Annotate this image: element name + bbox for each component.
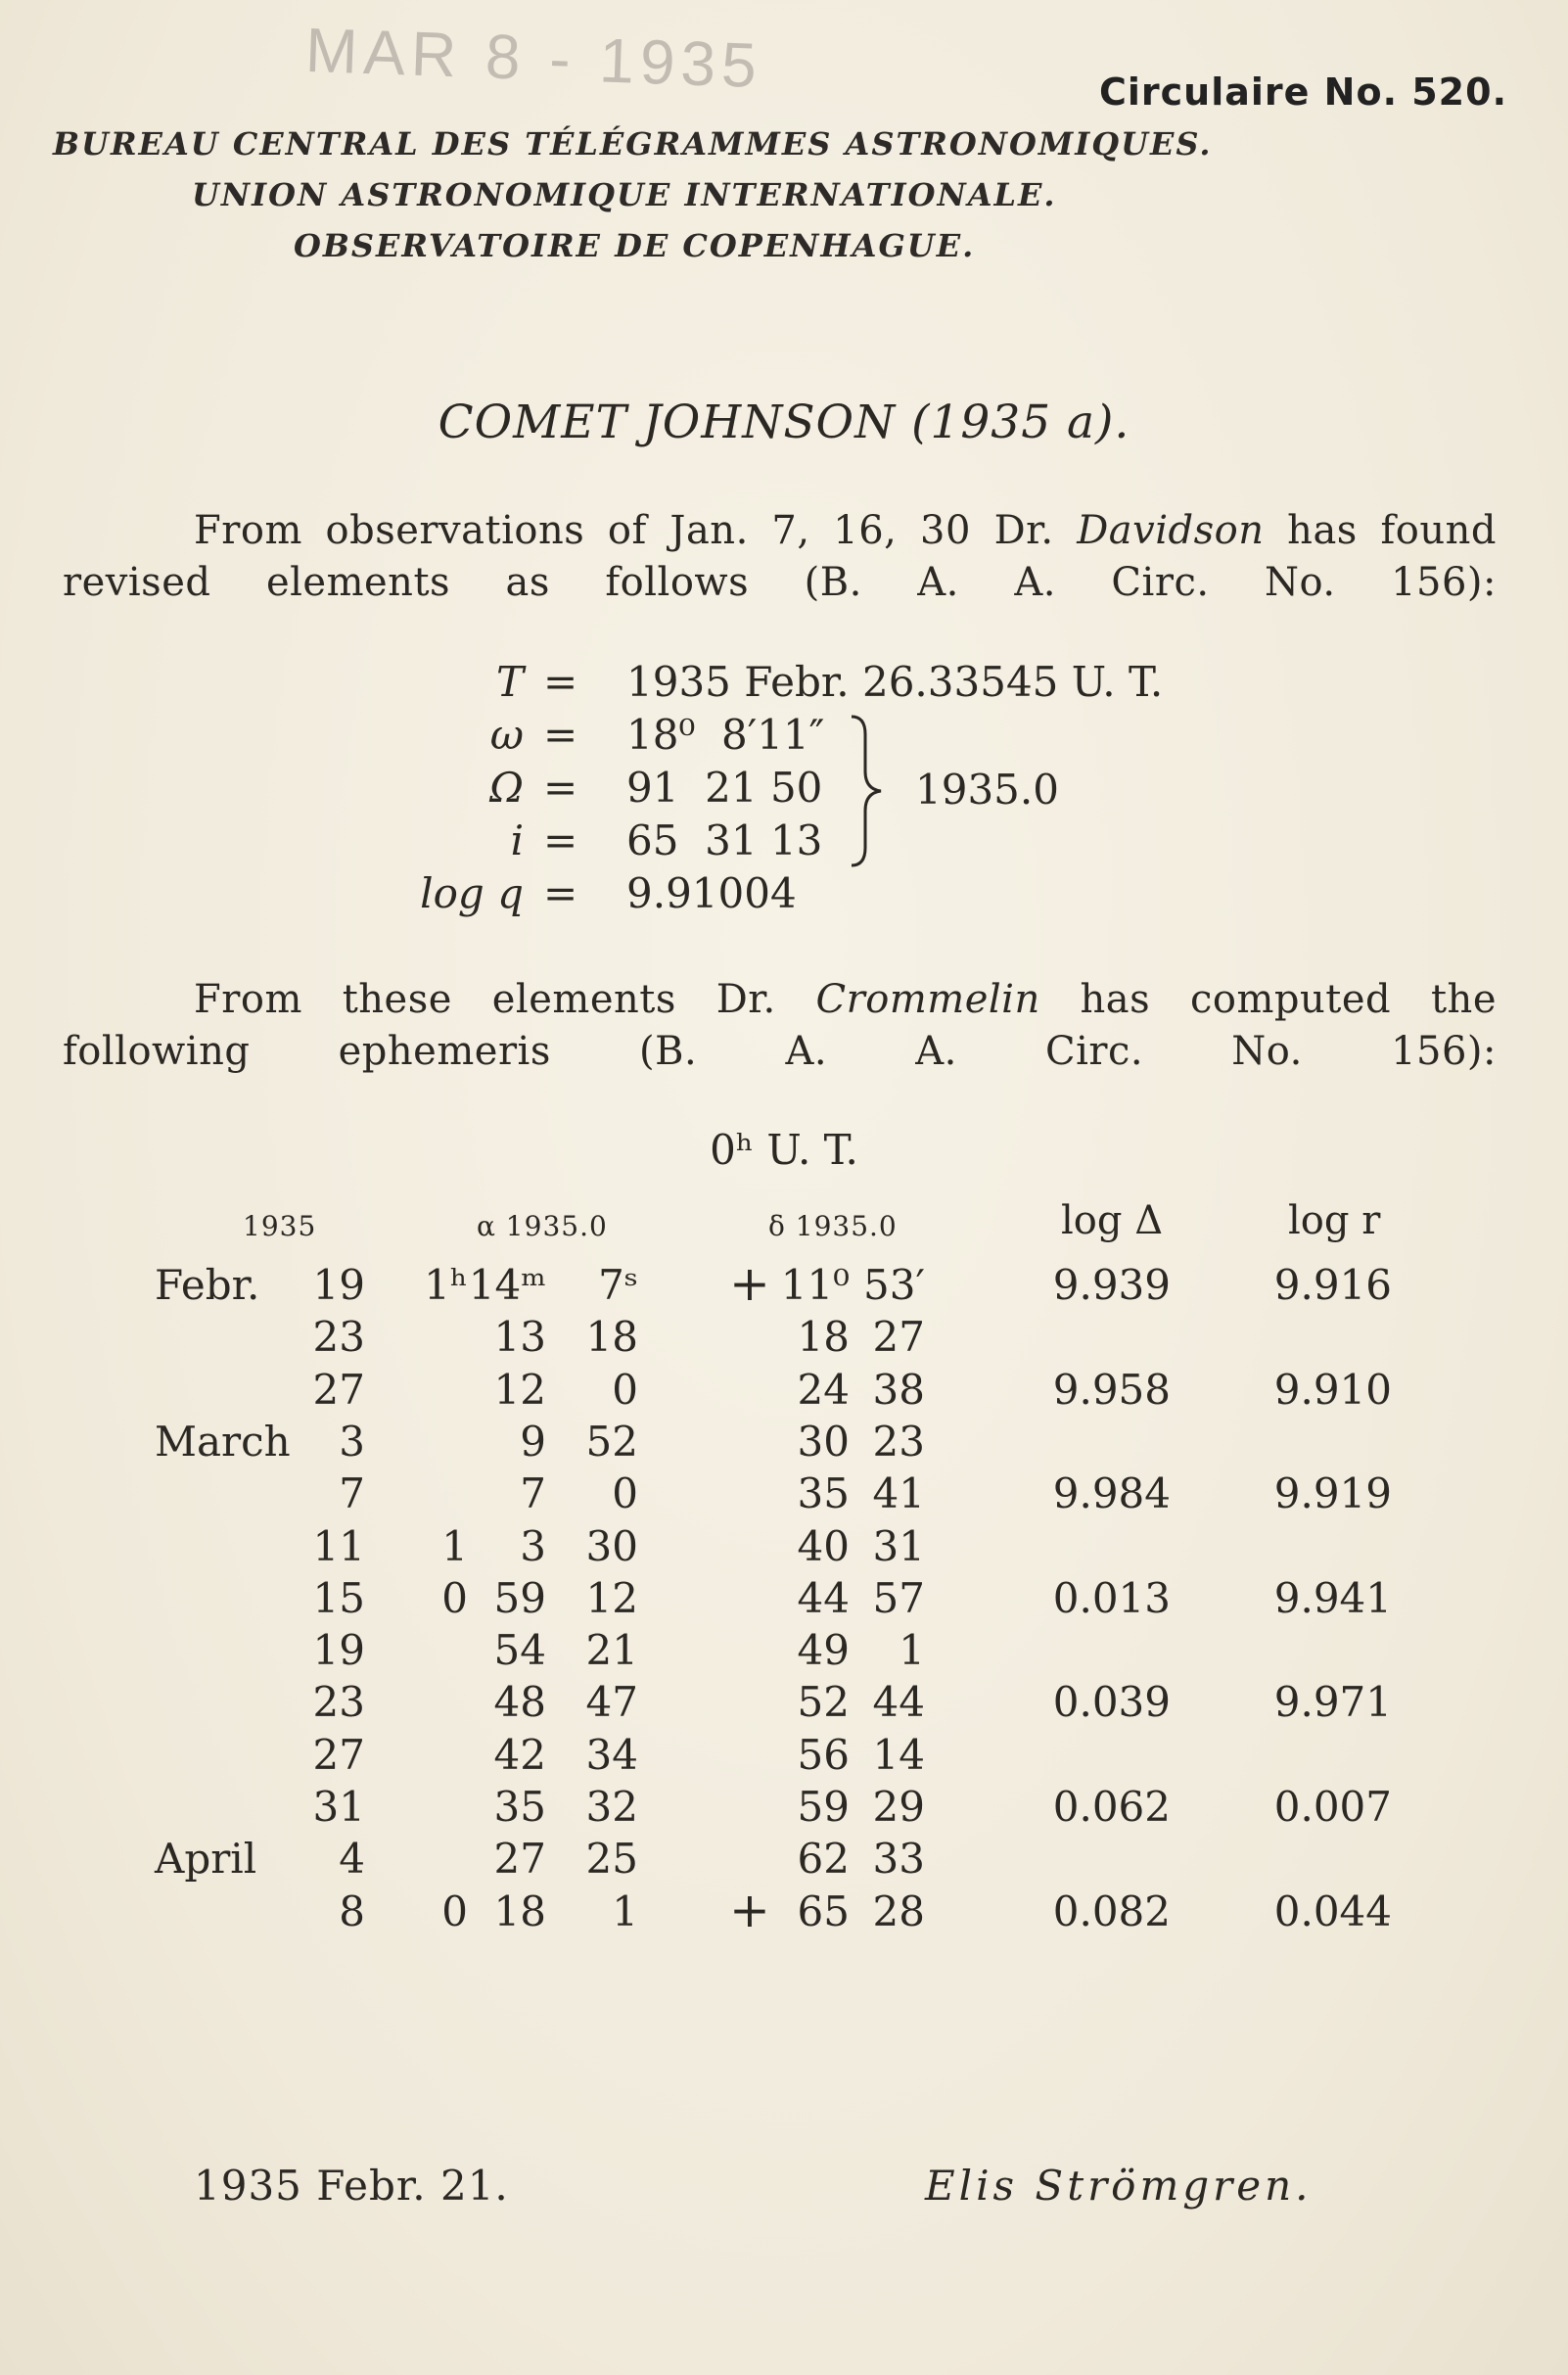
ephem-dec-minutes: 14 <box>872 1730 925 1779</box>
ephem-ra-hours: 0 <box>441 1573 468 1622</box>
ephem-ra-hours: 0 <box>441 1886 468 1935</box>
ephem-day: 7 <box>339 1469 365 1518</box>
ephem-ra-seconds: 52 <box>585 1417 638 1466</box>
ephem-ra-seconds: 25 <box>585 1835 638 1884</box>
ephem-log-delta: 0.062 <box>1052 1783 1171 1831</box>
header-observatory: OBSERVATOIRE DE COPENHAGUE. <box>294 227 976 264</box>
ephem-dec-degrees: 52 <box>797 1678 850 1727</box>
ephem-day: 27 <box>312 1730 365 1779</box>
element-symbol: log q <box>420 869 524 917</box>
ephem-day: 23 <box>312 1678 365 1727</box>
col-header-delta: δ 1935.0 <box>768 1210 898 1242</box>
ephem-ra-minutes: 35 <box>493 1783 546 1831</box>
ephem-dec-minutes: 27 <box>872 1313 925 1362</box>
paragraph-text: has computed the following ephemeris (B. A. A. Circ. No. 156): <box>63 977 1497 1074</box>
ephem-ra-seconds: 21 <box>585 1626 638 1675</box>
equals-sign: = <box>543 711 578 759</box>
paragraph-text: From these elements Dr. <box>194 977 816 1022</box>
element-value: 1935 Febr. 26.33545 U. T. <box>626 658 1164 706</box>
ephem-day: 3 <box>339 1417 365 1466</box>
ephem-dec-degrees: 65 <box>797 1886 850 1935</box>
ephem-ra-minutes: 3 <box>520 1521 546 1570</box>
ephem-log-r: 9.910 <box>1273 1365 1392 1414</box>
observer-name: Davidson <box>1077 508 1265 553</box>
ephem-log-delta: 0.039 <box>1052 1678 1171 1727</box>
paragraph-text: From observations of Jan. 7, 16, 30 Dr. <box>194 508 1078 553</box>
ephem-dec-degrees: 62 <box>797 1835 850 1884</box>
ephem-dec-minutes: 23 <box>872 1417 925 1466</box>
ephem-dec-degrees: 24 <box>797 1365 850 1414</box>
ephem-day: 11 <box>312 1521 365 1570</box>
ephem-dec-minutes: 38 <box>872 1365 925 1414</box>
ephem-dec-degrees: 59 <box>797 1783 850 1831</box>
ephem-dec-degrees: 30 <box>797 1417 850 1466</box>
ephem-month: Febr. <box>155 1261 260 1309</box>
circular-number: Circulaire No. 520. <box>1099 70 1507 114</box>
element-symbol: T <box>495 658 524 706</box>
ephem-day: 23 <box>312 1313 365 1362</box>
equals-sign: = <box>543 658 578 706</box>
ephem-log-delta: 9.939 <box>1052 1261 1171 1309</box>
ephemeris-time-label: 0ʰ U. T. <box>710 1126 858 1174</box>
ephem-dec-minutes: 53′ <box>863 1261 925 1309</box>
ephem-ra-minutes: 59 <box>493 1573 546 1622</box>
ephem-log-r: 0.007 <box>1273 1783 1392 1831</box>
ephem-ra-hours: 1 <box>441 1521 468 1570</box>
ephem-ra-seconds: 32 <box>585 1783 638 1831</box>
ephem-ra-minutes: 48 <box>493 1678 546 1727</box>
ephem-dec-degrees: 18 <box>797 1313 850 1362</box>
ephem-day: 27 <box>312 1365 365 1414</box>
header-union: UNION ASTRONOMIQUE INTERNATIONALE. <box>192 176 1057 213</box>
ephem-log-r: 9.916 <box>1273 1261 1392 1309</box>
ephem-dec-degrees: 40 <box>797 1521 850 1570</box>
header-bureau: BUREAU CENTRAL DES TÉLÉGRAMMES ASTRONOMIQUES. <box>53 125 1213 163</box>
col-header-logr: log r <box>1288 1198 1381 1243</box>
element-symbol: ω <box>489 711 524 759</box>
ephem-ra-minutes: 42 <box>493 1730 546 1779</box>
element-value: 65 31 13 <box>626 816 823 864</box>
ephem-dec-minutes: 29 <box>872 1783 925 1831</box>
ephem-day: 4 <box>339 1835 365 1884</box>
ephem-ra-minutes: 18 <box>493 1886 546 1935</box>
ephem-dec-minutes: 33 <box>872 1835 925 1884</box>
ephem-day: 19 <box>312 1626 365 1675</box>
signature: Elis Strömgren. <box>925 2162 1313 2210</box>
paragraph-ephemeris-intro <box>63 974 1497 1130</box>
ephem-ra-seconds: 30 <box>585 1521 638 1570</box>
ephem-day: 19 <box>312 1261 365 1309</box>
ephem-ra-hours: 1ʰ <box>424 1261 468 1309</box>
col-header-year: 1935 <box>243 1210 317 1242</box>
ephem-month: April <box>155 1835 257 1884</box>
ephem-dec-minutes: 57 <box>872 1573 925 1622</box>
ephem-dec-degrees: 11⁰ <box>780 1261 850 1309</box>
ephem-ra-minutes: 9 <box>520 1417 546 1466</box>
brace-symbol <box>850 713 885 869</box>
ephem-log-delta: 0.013 <box>1052 1573 1171 1622</box>
element-value: 18⁰ 8′11″ <box>626 711 825 759</box>
ephem-day: 15 <box>312 1573 365 1622</box>
ephem-dec-minutes: 28 <box>872 1886 925 1935</box>
ephem-ra-seconds: 18 <box>585 1313 638 1362</box>
elements-epoch: 1935.0 <box>915 766 1059 814</box>
computer-name: Crommelin <box>815 977 1040 1022</box>
ephem-dec-degrees: 44 <box>797 1573 850 1622</box>
ephem-ra-seconds: 34 <box>585 1730 638 1779</box>
ephem-log-r: 9.941 <box>1273 1573 1392 1622</box>
ephem-dec-degrees: 49 <box>797 1626 850 1675</box>
ephem-dec-minutes: 44 <box>872 1678 925 1727</box>
equals-sign: = <box>543 764 578 812</box>
ephem-log-r: 9.919 <box>1273 1469 1392 1518</box>
ephem-log-delta: 9.958 <box>1052 1365 1171 1414</box>
ephem-log-delta: 9.984 <box>1052 1469 1171 1518</box>
ephem-log-delta: 0.082 <box>1052 1886 1171 1935</box>
ephem-dec-sign: + <box>729 1881 770 1938</box>
ephem-ra-minutes: 27 <box>493 1835 546 1884</box>
ephem-log-r: 9.971 <box>1273 1678 1392 1727</box>
ephem-ra-minutes: 14ᵐ <box>468 1261 546 1309</box>
received-date-stamp: MAR 8 - 1935 <box>303 14 763 102</box>
equals-sign: = <box>543 869 578 917</box>
ephem-dec-minutes: 31 <box>872 1521 925 1570</box>
element-value: 91 21 50 <box>626 764 823 812</box>
paragraph-elements-intro <box>63 505 1497 661</box>
issue-date: 1935 Febr. 21. <box>194 2162 509 2210</box>
ephem-ra-seconds: 47 <box>585 1678 638 1727</box>
col-header-logdelta: log Δ <box>1061 1198 1164 1243</box>
element-value: 9.91004 <box>626 869 797 917</box>
ephem-day: 8 <box>339 1886 365 1935</box>
ephem-month: March <box>155 1417 291 1466</box>
ephem-dec-sign: + <box>729 1255 770 1312</box>
ephem-ra-seconds: 0 <box>612 1469 638 1518</box>
page-title: COMET JOHNSON (1935 a). <box>438 396 1130 449</box>
col-header-alpha: α 1935.0 <box>477 1210 608 1242</box>
ephem-dec-minutes: 1 <box>899 1626 925 1675</box>
ephem-day: 31 <box>312 1783 365 1831</box>
ephem-dec-degrees: 56 <box>797 1730 850 1779</box>
ephem-ra-minutes: 7 <box>520 1469 546 1518</box>
paragraph-text: has found revised elements as follows (B. A. A. Circ. No. 156): <box>63 508 1497 605</box>
ephem-log-r: 0.044 <box>1273 1886 1392 1935</box>
ephem-ra-minutes: 12 <box>493 1365 546 1414</box>
ephem-ra-seconds: 12 <box>585 1573 638 1622</box>
ephem-ra-seconds: 0 <box>612 1365 638 1414</box>
ephem-ra-seconds: 7ˢ <box>598 1261 638 1309</box>
equals-sign: = <box>543 816 578 864</box>
element-symbol: i <box>510 816 524 864</box>
ephem-dec-minutes: 41 <box>872 1469 925 1518</box>
ephem-ra-minutes: 54 <box>493 1626 546 1675</box>
ephem-ra-seconds: 1 <box>612 1886 638 1935</box>
element-symbol: Ω <box>489 764 524 812</box>
ephem-ra-minutes: 13 <box>493 1313 546 1362</box>
ephem-dec-degrees: 35 <box>797 1469 850 1518</box>
